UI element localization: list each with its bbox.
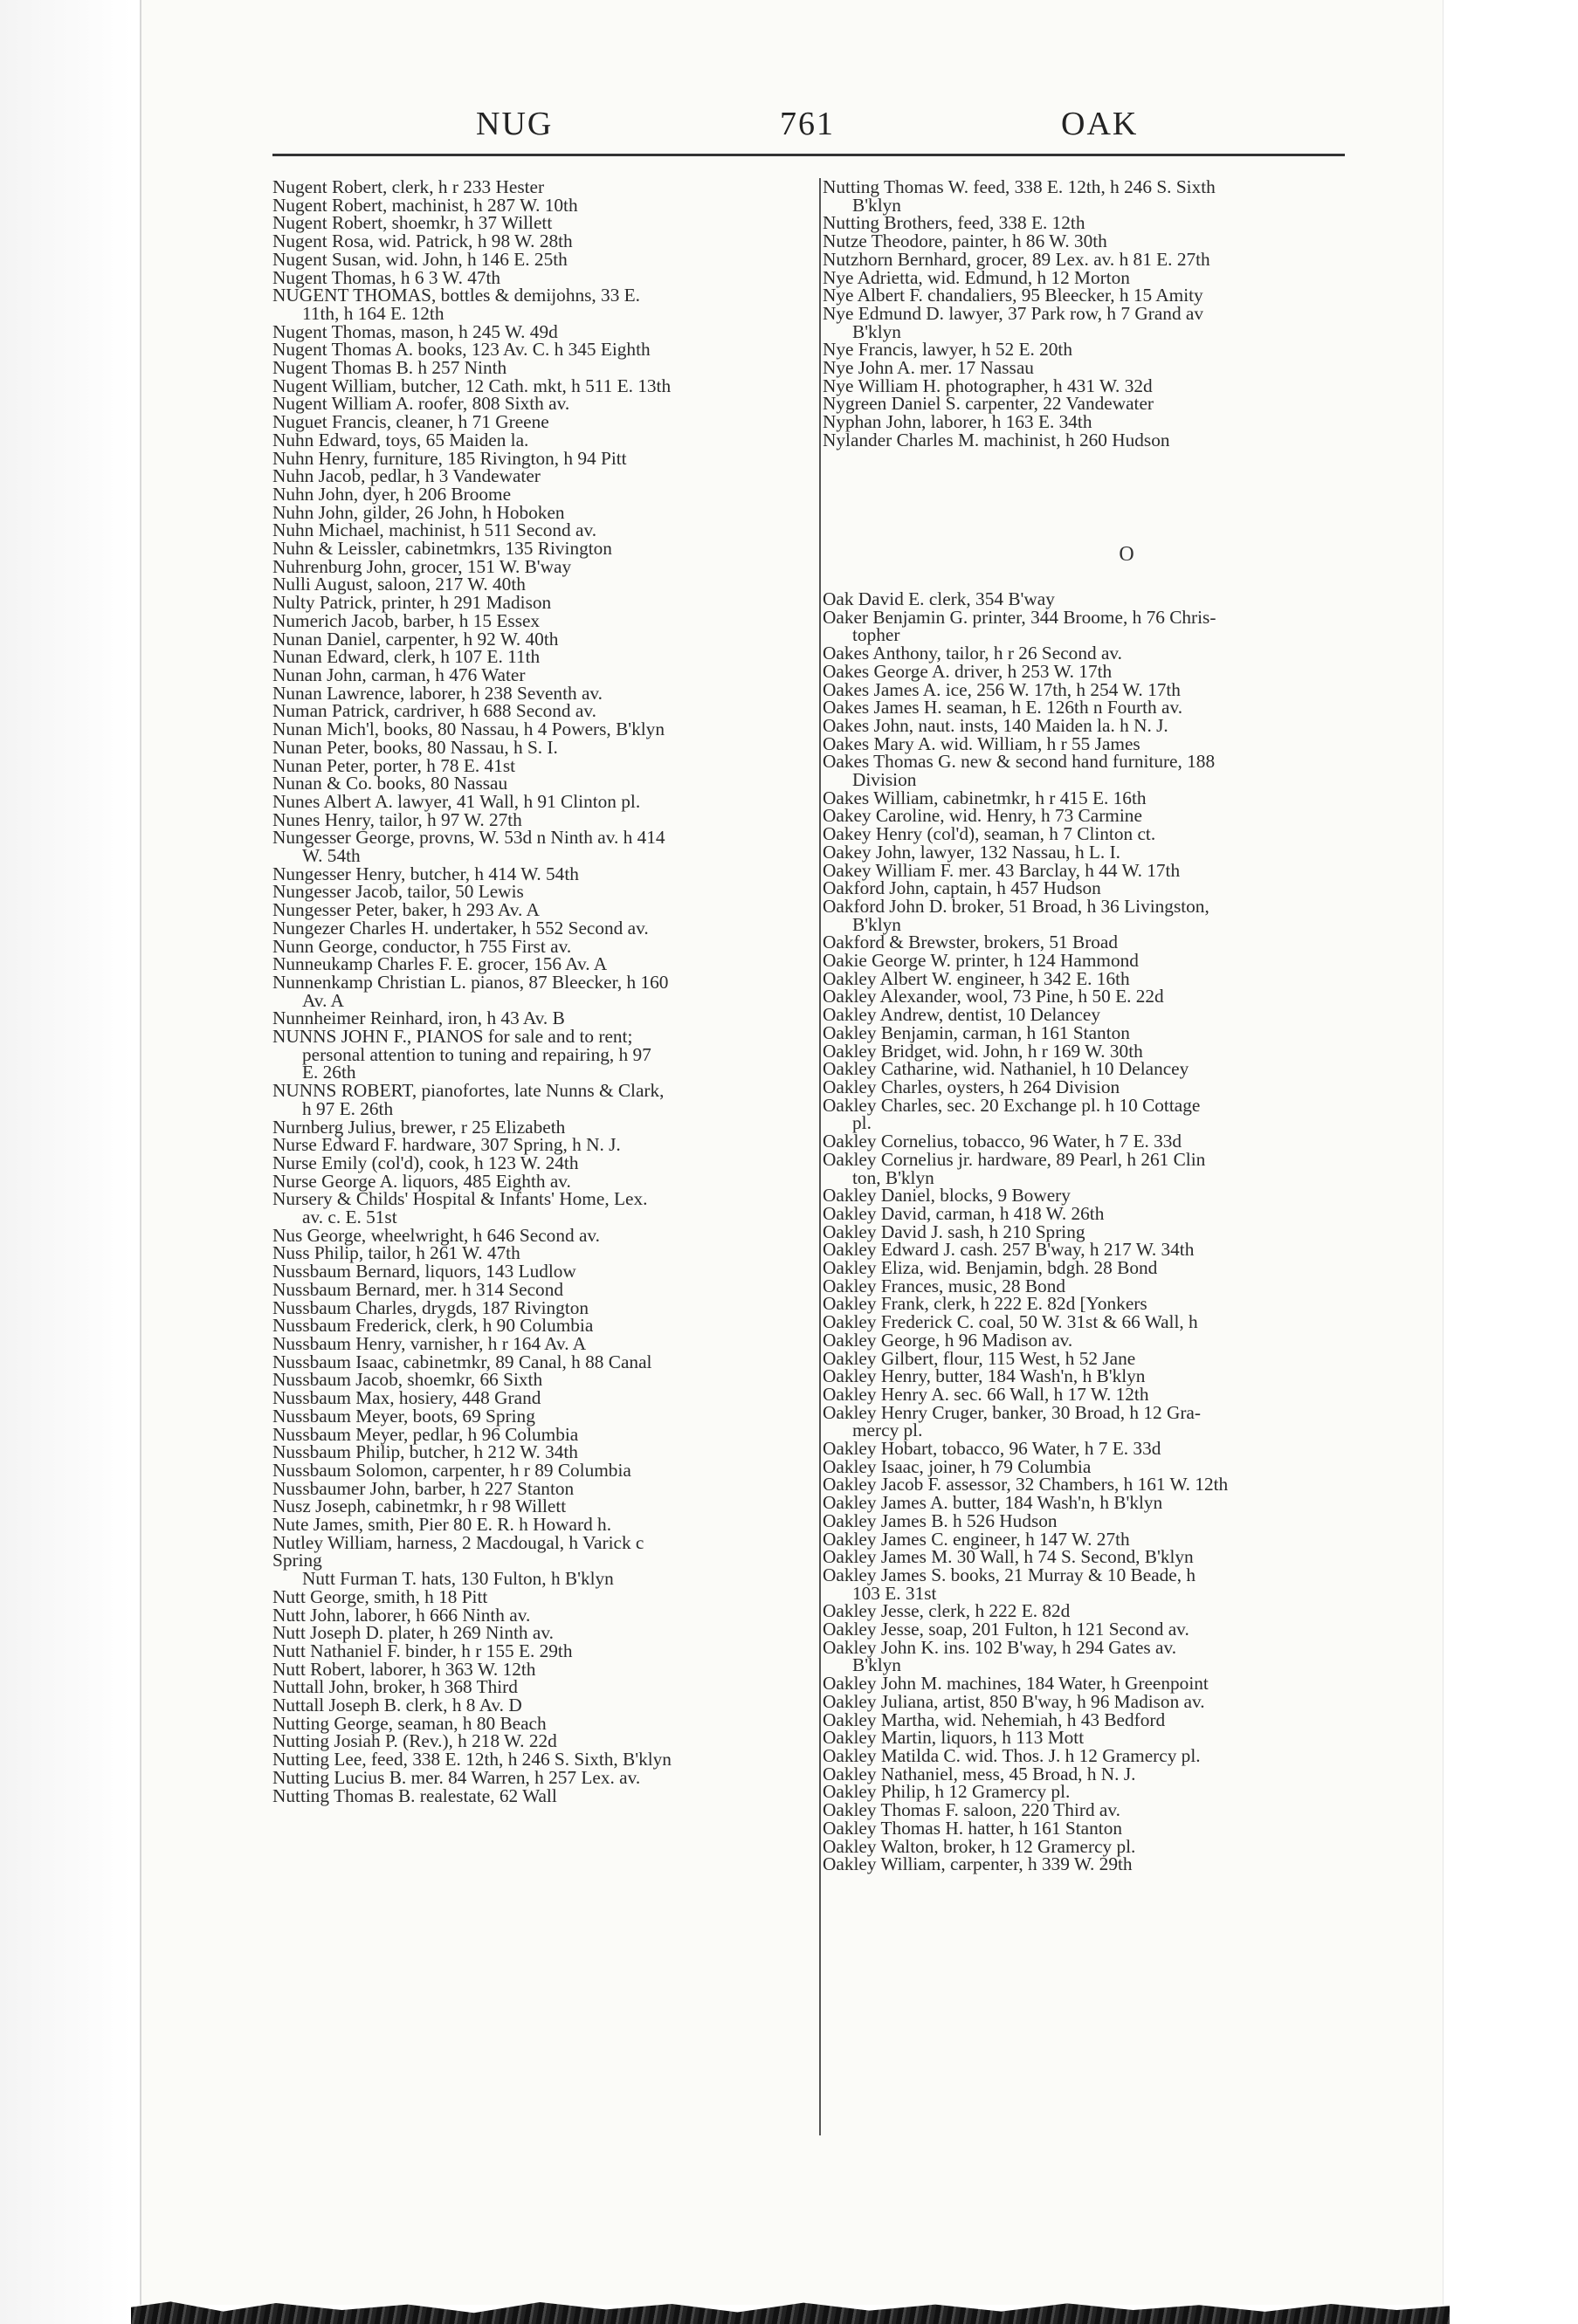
directory-entry: Nugent Robert, shoemkr, h 37 Willett (272, 212, 553, 234)
directory-entry: Oakley Cornelius jr. hardware, 89 Pearl, h 261 Clin (823, 1148, 1206, 1170)
directory-entry: Oakley Catharine, wid. Nathaniel, h 10 Delancey (823, 1058, 1189, 1080)
directory-entry: Oakey William F. mer. 43 Barclay, h 44 W. 17th (823, 859, 1181, 881)
directory-entry: Nuttall John, broker, h 368 Third (272, 1676, 518, 1698)
directory-entry: Oakes Thomas G. new & second hand furniture, 188 (823, 751, 1216, 773)
directory-entry: Nutt John, laborer, h 666 Ninth av. (272, 1604, 531, 1626)
directory-entry: Oakley Frank, clerk, h 222 E. 82d [Yonkers (823, 1293, 1147, 1315)
directory-entry-continuation: topher (852, 624, 900, 646)
directory-entry: Oakie George W. printer, h 124 Hammond (823, 950, 1139, 972)
directory-entry: Oakley David J. sash, h 210 Spring (823, 1220, 1085, 1242)
directory-entry: Nuhn Edward, toys, 65 Maiden la. (272, 429, 529, 450)
scan-margin (0, 0, 131, 2324)
directory-entry: Nussbaum Charles, drygds, 187 Rivington (272, 1296, 589, 1318)
directory-entry: Oakley James B. h 526 Hudson (823, 1509, 1058, 1531)
directory-entry-continuation: W. 54th (302, 845, 361, 867)
directory-entry: Nugent Robert, clerk, h r 233 Hester (272, 176, 545, 197)
directory-entry: Nuttall Joseph B. clerk, h 8 Av. D (272, 1695, 522, 1716)
directory-entry: Nutting Thomas B. realestate, 62 Wall (272, 1784, 557, 1806)
directory-entry: Nutzhorn Bernhard, grocer, 89 Lex. av. h 81 E. 27th (823, 248, 1210, 270)
directory-entry: Oakford John D. broker, 51 Broad, h 36 Livingston, (823, 895, 1209, 917)
directory-entry: Nussbaum Henry, varnisher, h r 164 Av. A (272, 1333, 587, 1354)
directory-entry: Oakley Thomas H. hatter, h 161 Stanton (823, 1817, 1122, 1839)
directory-entry: Oakley Henry A. sec. 66 Wall, h 17 W. 12th (823, 1383, 1149, 1405)
directory-entry: Nutting Lee, feed, 338 E. 12th, h 246 S. Sixth, B'klyn (272, 1749, 672, 1771)
directory-entry: Nye William H. photographer, h 431 W. 32d (823, 375, 1153, 396)
directory-entry: Oakes Mary A. wid. William, h r 55 James (823, 732, 1140, 754)
directory-entry: Nugent Robert, machinist, h 287 W. 10th (272, 194, 578, 216)
directory-entry: Nunan & Co. books, 80 Nassau (272, 773, 508, 794)
directory-entry: Oakley Thomas F. saloon, 220 Third av. (823, 1799, 1120, 1821)
directory-entry: Oakley Eliza, wid. Benjamin, bdgh. 28 Bond (823, 1257, 1158, 1279)
directory-entry: Nuhn John, dyer, h 206 Broome (272, 483, 512, 505)
directory-entry: Nunnheimer Reinhard, iron, h 43 Av. B (272, 1007, 565, 1029)
directory-entry: Nuhn John, gilder, 26 John, h Hoboken (272, 501, 565, 523)
directory-entry: Nyphan John, laborer, h 163 E. 34th (823, 411, 1092, 433)
directory-entry: NUGENT THOMAS, bottles & demijohns, 33 E. (272, 285, 641, 306)
directory-entry: Nye John A. mer. 17 Nassau (823, 357, 1034, 379)
directory-entry: Oakley Jesse, soap, 201 Fulton, h 121 Second av. (823, 1619, 1189, 1640)
page-number: 761 (780, 106, 835, 142)
directory-entry: Nunan Peter, porter, h 78 E. 41st (272, 754, 516, 776)
directory-entry: Oaker Benjamin G. printer, 344 Broome, h 76 Chris- (823, 606, 1216, 628)
directory-entry: Nuhn Henry, furniture, 185 Rivington, h 94 Pitt (272, 447, 627, 469)
directory-entry: Nungesser Henry, butcher, h 414 W. 54th (272, 863, 579, 884)
right-column-top (823, 178, 1355, 450)
page-header (0, 105, 1578, 157)
directory-entry: NUNNS JOHN F., PIANOS for sale and to rent; (272, 1026, 633, 1048)
directory-entry: Nutting George, seaman, h 80 Beach (272, 1712, 547, 1734)
directory-entry: Nussbaum Solomon, carpenter, h r 89 Columbia (272, 1459, 631, 1481)
directory-entry: Nunan Lawrence, laborer, h 238 Seventh av. (272, 682, 603, 704)
directory-entry: Oakley Charles, sec. 20 Exchange pl. h 10 Cottage (823, 1094, 1201, 1116)
directory-entry: Oakley Walton, broker, h 12 Gramercy pl. (823, 1835, 1136, 1857)
directory-entry-continuation: h 97 E. 26th (302, 1097, 394, 1119)
directory-entry: Oakley Martha, wid. Nehemiah, h 43 Bedford (823, 1709, 1166, 1730)
directory-entry: Nutting Thomas W. feed, 338 E. 12th, h 246 S. Sixth (823, 176, 1216, 197)
directory-entry: Nurnberg Julius, brewer, r 25 Elizabeth (272, 1116, 566, 1138)
directory-entry: Nurse Edward F. hardware, 307 Spring, h N. J. (272, 1134, 621, 1156)
directory-entry: Nye Edmund D. lawyer, 37 Park row, h 7 Grand av (823, 302, 1204, 324)
directory-entry: Nye Albert F. chandaliers, 95 Bleecker, h 15 Amity (823, 285, 1203, 306)
directory-entry: Nugent Thomas, mason, h 245 W. 49d (272, 320, 558, 342)
directory-entry: Nungesser Jacob, tailor, 50 Lewis (272, 881, 524, 903)
directory-entry: Oak David E. clerk, 354 B'way (823, 588, 1055, 609)
column-divider (819, 178, 821, 2135)
directory-entry: Oakley Alexander, wool, 73 Pine, h 50 E. 22d (823, 986, 1164, 1007)
directory-entry: Oakley John K. ins. 102 B'way, h 294 Gates av. (823, 1636, 1177, 1658)
directory-entry: Oakes John, naut. insts, 140 Maiden la. h N. J. (823, 714, 1168, 736)
directory-entry: Nursery & Childs' Hospital & Infants' Home, Lex. (272, 1188, 648, 1210)
directory-entry: Oakes William, cabinetmkr, h r 415 E. 16th (823, 787, 1147, 808)
directory-entry: Nutting Lucius B. mer. 84 Warren, h 257 Lex. av. (272, 1766, 641, 1788)
directory-entry: Oakley James C. engineer, h 147 W. 27th (823, 1528, 1130, 1550)
directory-entry-continuation: B'klyn (852, 913, 901, 935)
directory-entry: Oakley James S. books, 21 Murray & 10 Beade, h (823, 1564, 1196, 1585)
directory-entry: Nussbaum Bernard, mer. h 314 Second (272, 1278, 564, 1300)
directory-entry: Oakley Henry Cruger, banker, 30 Broad, h 12 Gra- (823, 1401, 1201, 1423)
directory-entry: Nutting Josiah P. (Rev.), h 218 W. 22d (272, 1730, 557, 1752)
directory-entry: Spring (272, 1550, 322, 1571)
directory-entry: Nuhn & Leissler, cabinetmkrs, 135 Rivington (272, 538, 612, 560)
directory-entry: Nuhn Michael, machinist, h 511 Second av. (272, 519, 597, 541)
directory-entry: Nunan John, carman, h 476 Water (272, 664, 526, 685)
directory-entry: Oakey John, lawyer, 132 Nassau, h L. I. (823, 841, 1120, 863)
directory-entry-continuation: B'klyn (852, 1654, 901, 1676)
directory-entry: Oakley George, h 96 Madison av. (823, 1329, 1073, 1351)
directory-entry-continuation: av. c. E. 51st (302, 1207, 397, 1228)
directory-entry: Numerich Jacob, barber, h 15 Essex (272, 609, 541, 631)
directory-entry: Nunan Peter, books, 80 Nassau, h S. I. (272, 736, 558, 758)
directory-entry: Nussbaumer John, barber, h 227 Stanton (272, 1477, 575, 1499)
directory-entry: Nugent William, butcher, 12 Cath. mkt, h 511 E. 13th (272, 375, 672, 396)
directory-entry: Nunes Albert A. lawyer, 41 Wall, h 91 Clinton pl. (272, 790, 641, 812)
section-letter-mark: O (1119, 543, 1134, 566)
directory-entry: Oakley William, carpenter, h 339 W. 29th (823, 1853, 1133, 1875)
directory-entry: Oakley David, carman, h 418 W. 26th (823, 1202, 1105, 1224)
directory-entry: Oakford John, captain, h 457 Hudson (823, 877, 1101, 899)
directory-entry: Nungesser Peter, baker, h 293 Av. A (272, 899, 540, 921)
directory-entry: Nungesser George, provns, W. 53d n Ninth av. h 414 (272, 827, 665, 849)
directory-entry: NUNNS ROBERT, pianofortes, late Nunns & Clark, (272, 1080, 665, 1102)
directory-entry: Oakey Henry (col'd), seaman, h 7 Clinton ct. (823, 823, 1156, 845)
directory-entry: Oakley James A. butter, 184 Wash'n, h B'klyn (823, 1492, 1163, 1514)
directory-entry: Nunneukamp Charles F. E. grocer, 156 Av. A (272, 953, 608, 975)
header-right-guide: OAK (1061, 106, 1139, 142)
header-rule (272, 154, 1345, 156)
directory-entry: Nutting Brothers, feed, 338 E. 12th (823, 212, 1085, 234)
directory-entry: Nurse George A. liquors, 485 Eighth av. (272, 1170, 571, 1192)
directory-entry: Oakley Gilbert, flour, 115 West, h 52 Jane (823, 1347, 1136, 1369)
directory-entry-continuation: 103 E. 31st (852, 1582, 937, 1604)
directory-entry: Nugent Thomas A. books, 123 Av. C. h 345 Eighth (272, 339, 651, 361)
directory-entry: Oakley Edward J. cash. 257 B'way, h 217 W. 34th (823, 1239, 1195, 1261)
directory-entry: Nugent Rosa, wid. Patrick, h 98 W. 28th (272, 230, 573, 252)
directory-entry: Oakley Juliana, artist, 850 B'way, h 96 Madison av. (823, 1690, 1205, 1712)
directory-entry: Nuhrenburg John, grocer, 151 W. B'way (272, 555, 572, 577)
directory-entry: Nutt George, smith, h 18 Pitt (272, 1585, 488, 1607)
right-column-bottom (823, 590, 1355, 1874)
directory-entry: Nugent William A. roofer, 808 Sixth av. (272, 393, 570, 415)
directory-entry: Oakley John M. machines, 184 Water, h Greenpoint (823, 1673, 1209, 1695)
directory-entry-continuation: 11th, h 164 E. 12th (302, 302, 444, 324)
directory-entry: Nugent Thomas B. h 257 Ninth (272, 357, 507, 379)
directory-entry: Nutze Theodore, painter, h 86 W. 30th (823, 230, 1107, 252)
directory-entry: Oakley Albert W. engineer, h 342 E. 16th (823, 967, 1130, 989)
directory-entry: Oakes James H. seaman, h E. 126th n Fourth av. (823, 697, 1183, 719)
directory-entry-continuation: B'klyn (852, 320, 901, 342)
directory-entry: Nugent Susan, wid. John, h 146 E. 25th (272, 248, 568, 270)
directory-entry: Oakes Anthony, tailor, h r 26 Second av. (823, 643, 1122, 664)
directory-entry: Oakley Philip, h 12 Gramercy pl. (823, 1781, 1071, 1803)
directory-entry-continuation: ton, B'klyn (852, 1166, 934, 1188)
directory-entry: Nye Francis, lawyer, h 52 E. 20th (823, 339, 1072, 361)
directory-entry: Nutt Robert, laborer, h 363 W. 12th (272, 1658, 536, 1680)
directory-entry: Nussbaum Frederick, clerk, h 90 Columbia (272, 1315, 594, 1337)
directory-entry: Nuguet Francis, cleaner, h 71 Greene (272, 411, 549, 433)
directory-entry: Oakley Nathaniel, mess, 45 Broad, h N. J. (823, 1763, 1136, 1784)
directory-entry: Oakley Jesse, clerk, h 222 E. 82d (823, 1600, 1071, 1622)
directory-entry: Oakley Isaac, joiner, h 79 Columbia (823, 1455, 1092, 1477)
directory-entry-continuation: B'klyn (852, 194, 901, 216)
directory-entry: Oakley Matilda C. wid. Thos. J. h 12 Gramercy pl. (823, 1745, 1201, 1766)
directory-entry: Nunan Edward, clerk, h 107 E. 11th (272, 646, 541, 668)
directory-entry: Nussbaum Philip, butcher, h 212 W. 34th (272, 1441, 578, 1463)
directory-entry: Nussbaum Isaac, cabinetmkr, 89 Canal, h 88 Canal (272, 1351, 652, 1372)
directory-entry: Oakley Daniel, blocks, 9 Bowery (823, 1185, 1071, 1207)
directory-entry-continuation: personal attention to tuning and repairing, h 97 (302, 1043, 651, 1065)
directory-entry: Numan Patrick, cardriver, h 688 Second av. (272, 700, 596, 722)
directory-entry: Nus George, wheelwright, h 646 Second av. (272, 1224, 600, 1246)
directory-entry: Nusz Joseph, cabinetmkr, h r 98 Willett (272, 1495, 567, 1517)
directory-entry: Oakley Hobart, tobacco, 96 Water, h 7 E. 33d (823, 1438, 1161, 1460)
directory-entry: Nunan Daniel, carpenter, h 92 W. 40th (272, 628, 559, 650)
directory-entry-continuation: mercy pl. (852, 1420, 923, 1441)
directory-entry: Nunes Henry, tailor, h 97 W. 27th (272, 808, 522, 830)
directory-entry: Nuss Philip, tailor, h 261 W. 47th (272, 1242, 520, 1264)
directory-entry: Nunan Mich'l, books, 80 Nassau, h 4 Powers, B'klyn (272, 719, 665, 740)
directory-entry: Oakey Caroline, wid. Henry, h 73 Carmine (823, 805, 1142, 827)
directory-entry: Oakley Martin, liquors, h 113 Mott (823, 1727, 1085, 1749)
directory-entry-continuation: Av. A (302, 989, 344, 1011)
directory-entry: Oakford & Brewster, brokers, 51 Broad (823, 932, 1119, 953)
directory-entry: Nutley William, harness, 2 Macdougal, h Varick c (272, 1531, 644, 1553)
directory-entry: Nussbaum Bernard, liquors, 143 Ludlow (272, 1261, 576, 1282)
directory-entry: Oakley Henry, butter, 184 Wash'n, h B'klyn (823, 1365, 1146, 1387)
directory-entry: Oakley Frances, music, 28 Bond (823, 1275, 1065, 1296)
directory-entry: Nulty Patrick, printer, h 291 Madison (272, 592, 552, 614)
directory-entry: Oakley Bridget, wid. John, h r 169 W. 30th (823, 1040, 1143, 1062)
directory-entry: Oakley Charles, oysters, h 264 Division (823, 1076, 1120, 1097)
directory-entry: Oakley Cornelius, tobacco, 96 Water, h 7 E. 33d (823, 1131, 1182, 1152)
directory-entry: Nussbaum Meyer, boots, 69 Spring (272, 1405, 535, 1427)
directory-entry-continuation: Division (852, 769, 917, 791)
directory-entry: Nye Adrietta, wid. Edmund, h 12 Morton (823, 266, 1130, 288)
directory-entry: Oakes George A. driver, h 253 W. 17th (823, 660, 1113, 682)
directory-entry: Nygreen Daniel S. carpenter, 22 Vandewater (823, 393, 1154, 415)
directory-entry-continuation: E. 26th (302, 1062, 356, 1083)
directory-entry: Oakley James M. 30 Wall, h 74 S. Second, B'klyn (823, 1546, 1194, 1568)
directory-entry: Oakley Jacob F. assessor, 32 Chambers, h 161 W. 12th (823, 1474, 1229, 1495)
directory-entry: Nuhn Jacob, pedlar, h 3 Vandewater (272, 465, 541, 487)
directory-entry: Nussbaum Max, hosiery, 448 Grand (272, 1387, 541, 1409)
directory-entry: Nute James, smith, Pier 80 E. R. h Howard h. (272, 1514, 612, 1536)
left-column (272, 178, 812, 1805)
directory-entry: Nunnenkamp Christian L. pianos, 87 Bleecker, h 160 (272, 971, 669, 993)
directory-entry: Oakley Andrew, dentist, 10 Delancey (823, 1004, 1100, 1026)
directory-entry: Nunn George, conductor, h 755 First av. (272, 935, 572, 957)
directory-entry: Nutt Nathaniel F. binder, h r 155 E. 29th (272, 1640, 573, 1661)
directory-entry: Nylander Charles M. machinist, h 260 Hudson (823, 429, 1170, 450)
directory-entry: Nussbaum Jacob, shoemkr, 66 Sixth (272, 1369, 543, 1391)
directory-entry: Oakley Frederick C. coal, 50 W. 31st & 66 Wall, h (823, 1311, 1198, 1333)
directory-entry-continuation: pl. (852, 1112, 872, 1134)
directory-entry: Nungezer Charles H. undertaker, h 552 Second av. (272, 917, 649, 939)
directory-entry: Nutt Joseph D. plater, h 269 Ninth av. (272, 1622, 554, 1644)
directory-entry: Oakley Benjamin, carman, h 161 Stanton (823, 1021, 1130, 1043)
header-left-guide: NUG (476, 106, 554, 142)
directory-entry-continuation: Nutt Furman T. hats, 130 Fulton, h B'klyn (302, 1568, 614, 1590)
directory-entry: Nussbaum Meyer, pedlar, h 96 Columbia (272, 1423, 579, 1445)
directory-entry: Nulli August, saloon, 217 W. 40th (272, 574, 526, 595)
directory-entry: Nugent Thomas, h 6 3 W. 47th (272, 266, 501, 288)
directory-entry: Nurse Emily (col'd), cook, h 123 W. 24th (272, 1152, 579, 1173)
directory-entry: Oakes James A. ice, 256 W. 17th, h 254 W. 17th (823, 678, 1181, 700)
